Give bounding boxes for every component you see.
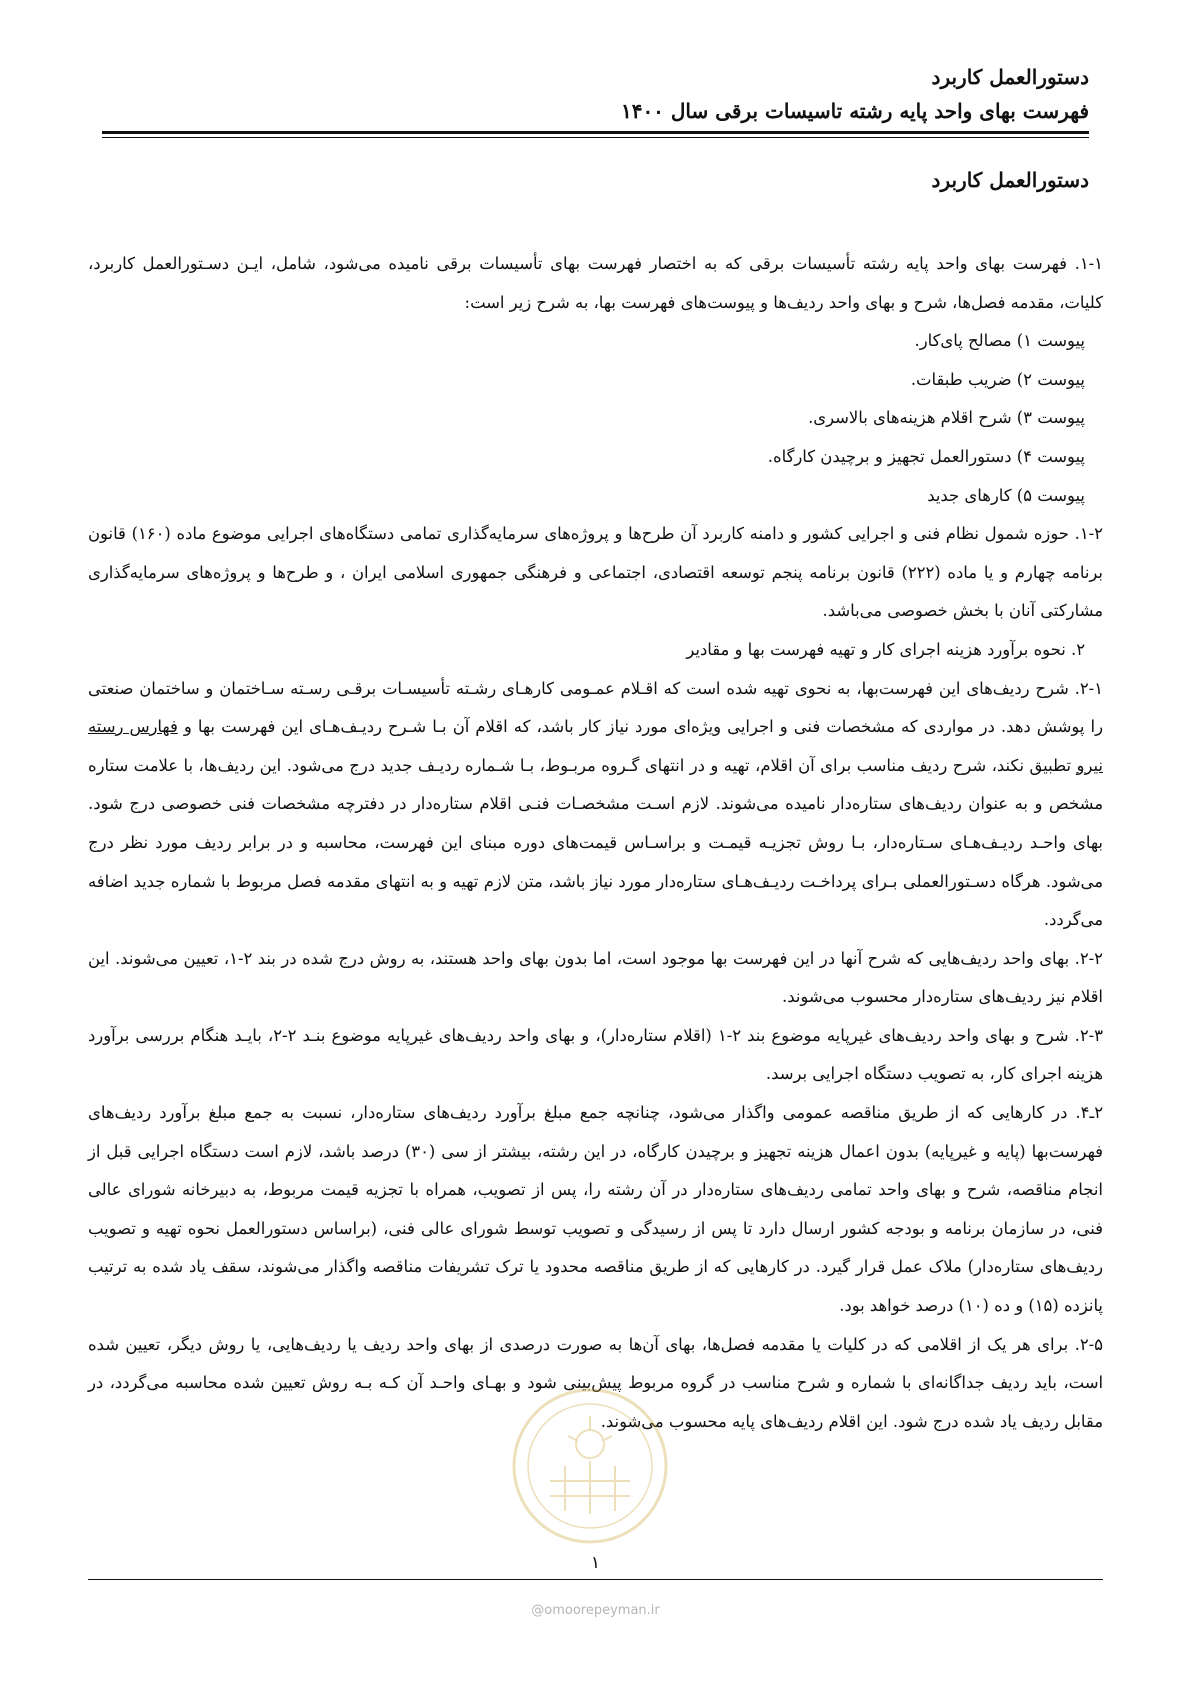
section-title: دستورالعمل کاربرد [931,168,1089,192]
annex-item-4: پیوست ۴) دستورالعمل تجهیز و برچیدن کارگاه. [767,446,1085,466]
paragraph-2-1-part-b: تطبیق نکند، شرح ردیف مناسب برای آن اقلام، تهیه و در انتهای گـروه مربـوط، بـا شـماره ردیـف جدید درج می‌شود. این ردیف‌ها، با علامت ستاره مشخص و به عنوان ردیف‌های ستاره‌دار نامیده می‌شوند. لازم اسـت مشخصـات فنـی اقلام ستاره‌دار در دفترچه مشخصات فنی خصوصی درج شود. بهای واحـد ردیـف‌هـای سـتاره‌دار، بـا روش تجزیـه قیمـت و براسـاس قیمت‌های دوره مبنای این فهرست، محاسبه و در برابر ردیف مورد نظر درج می‌شود. هرگاه دسـتورالعملی بـرای پرداخـت ردیـف‌هـای ستاره‌دار مورد نیاز باشد، متن لازم تهیه و به انتهای مقدمه فصل مربوط با شماره جدید اضافه می‌گردد. [88,755,1103,930]
footer-rule [88,1579,1103,1580]
paragraph-2-5: ۲-۵. برای هر یک از اقلامی که در کلیات یا مقدمه فصل‌ها، بهای آن‌ها به صورت درصدی از بهای واحد ردیف یا ردیف‌هایی، یا روش دیگر، تعیین شده است، باید ردیف جداگانه‌ای با شماره و شرح مناسب در گروه مربوط پیش‌بینی شود و بهـای واحـد آن کـه بـه روش تعیین شده محاسبه می‌گردد، در مقابل ردیف یاد شده درج شود. این اقلام ردیف‌های پایه محسوب می‌شوند. [88,1334,1103,1431]
heading-2: ۲. نحوه برآورد هزینه اجرای کار و تهیه فهرست بها و مقادیر [686,639,1085,659]
header-rule-thin [102,137,1089,138]
annex-item-3: پیوست ۳) شرح اقلام هزینه‌های بالاسری. [808,408,1085,428]
paragraph-2-1 [88,670,1103,940]
annex-item-5: پیوست ۵) کارهای جدید [927,485,1085,505]
page-number: ۱ [590,1553,601,1573]
annex-item-2: پیوست ۲) ضریب طبقات. [910,369,1085,389]
page-header [102,60,1089,128]
header-title: دستورالعمل کاربرد [931,65,1089,89]
paragraph-2-1-part-a: ۲-۱. شرح ردیف‌های این فهرست‌بها، به نحوی تهیه شده است که اقـلام عمـومی کارهـای رشـته تأسیسـات برقـی رسـته سـاختمان و ساختمان صنعتی را پوشش دهد. در مواردی که مشخصات فنی و اجرایی ویژه‌ای مورد نیاز کار باشد، که اقلام آن بـا شـرح ردیـف‌هـای این فهرست بها و [88,678,1103,737]
paragraph-2-2: ۲-۲. بهای واحد ردیف‌هایی که شرح آنها در این فهرست بها موجود است، اما بدون بهای واحد هستند، به روش درج شده در بند ۲-۱، تعیین می‌شوند. این اقلام نیز ردیف‌های ستاره‌دار محسوب می‌شوند. [88,948,1103,1007]
header-rule-thick [102,131,1089,134]
paragraph-2-3: ۲-۳. شرح و بهای واحد ردیف‌های غیرپایه موضوع بند ۲-۱ (اقلام ستاره‌دار)، و بهای واحد ردیف‌های غیرپایه موضوع بنـد ۲-۲، بایـد هنگام بررسی برآورد هزینه اجرای کار، به تصویب دستگاه اجرایی برسد. [88,1025,1103,1084]
footer-watermark-url: @omoorepeyman.ir [531,1603,660,1618]
paragraph-1-1: ۱-۱. فهرست بهای واحد پایه رشته تأسیسات برقی که به اختصار فهرست بهای تأسیسات برقی نامیده می‌شود، شامل، ایـن دسـتورالعمل کاربرد، کلیات، مقدمه فصل‌ها، شرح و بهای واحد ردیف‌ها و پیوست‌های فهرست بها، به شرح زیر است: [88,254,1103,312]
annex-item-1: پیوست ۱) مصالح پای‌کار. [914,331,1085,351]
header-subtitle: فهرست بهای واحد پایه رشته تاسیسات برقی سال ۱۴۰۰ [620,99,1089,123]
document-body [88,245,1103,1441]
paragraph-2-4: ۲ـ۴. در کارهایی که از طریق مناقصه عمومی واگذار می‌شود، چنانچه جمع مبلغ برآورد ردیف‌های ستاره‌دار، نسبت به جمع مبلغ برآورد ردیف‌های فهرست‌بها (پایه و غیرپایه) بدون اعمال هزینه تجهیز و برچیدن کارگاه، در این رشته، بیشتر از سی (۳۰) درصد باشد، لازم است دستگاه اجرایی قبل از انجام مناقصه، شرح و بهای واحد تمامی ردیف‌های ستاره‌دار در آن رشته را، پس از تصویب، همراه با تجزیه قیمت مربوط، به دبیرخانه شورای عالی فنی، در سازمان برنامه و بودجه کشور ارسال دارد تا پس از رسیدگی و تصویب توسط شورای عالی فنی، (براساس دستورالعمل نحوه تهیه و تصویب ردیف‌های ستاره‌دار) ملاک عمل قرار گیرد. در کارهایی که از طریق مناقصه محدود یا ترک تشریفات مناقصه واگذار می‌شوند، سقف یاد شده به ترتیب پانزده (۱۵) و ده (۱۰) درصد خواهد بود. [88,1103,1103,1316]
underlined-phrase: فهارس رسته نیرو [88,717,1103,775]
paragraph-1-2: ۱-۲. حوزه شمول نظام فنی و اجرایی کشور و دامنه کاربرد آن طرح‌ها و پروژه‌های سرمایه‌گذاری تمامی دستگاه‌های اجرایی موضوع ماده (۱۶۰) قانون برنامه چهارم و یا ماده (۲۲۲) قانون برنامه پنجم توسعه اقتصادی، اجتماعی و فرهنگی جمهوری اسلامی ایران ، و طرح‌ها و پروژه‌های سرمایه‌گذاری مشارکتی آنان با بخش خصوصی می‌باشد. [88,524,1103,621]
